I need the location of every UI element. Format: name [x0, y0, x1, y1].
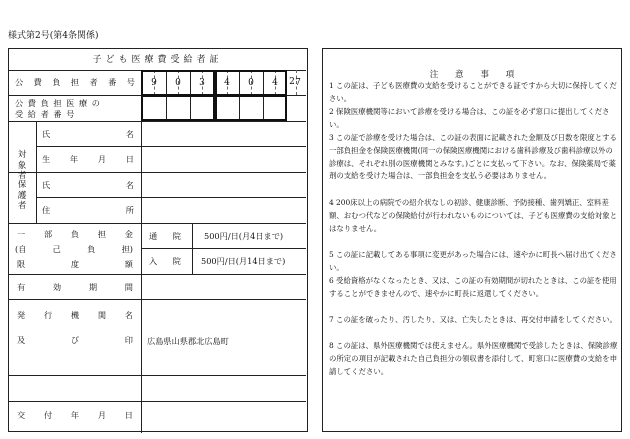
notes-title: 注 意 事 項 [429, 70, 515, 80]
inpatient-label: 入 院 [149, 256, 181, 266]
burden-digit-2: 0 [175, 78, 181, 88]
guardian-address-label: 住 所 [42, 205, 134, 215]
burden-digit-3: 3 [199, 78, 205, 88]
copay-label-line2: (自 己 負 担) [15, 244, 133, 254]
issuer-label-line2: 及 び 印 [17, 335, 133, 345]
burden-digit-7: 7 [295, 78, 301, 88]
recipient-number-box-right [215, 95, 287, 121]
subject-name-label: 氏 名 [42, 129, 134, 139]
card-title: 子ども医療費受給者証 [92, 55, 223, 65]
note-item-6: 6 受給資格がなくなったとき、又は、この証の有効期間が切れたときは、この証を使用することができませんので、速やかに町長に返還してください。 [329, 276, 617, 298]
issue-date-label: 交 付 年 月 日 [17, 410, 133, 420]
outpatient-value: 500円/日(月4日まで) [204, 231, 284, 241]
copay-label-line3: 限 度 額 [17, 259, 133, 269]
inpatient-value: 500円/日(月14日まで) [201, 256, 286, 266]
recipient-number-label-line2: 受 給 者 番 号 [15, 109, 76, 119]
issuer-value: 広島県山県郡北広島町 [147, 336, 229, 346]
note-item-2: 2 保険医療機関等において診療を受ける場合は、この証を必ず窓口に提出してください。 [329, 107, 610, 129]
note-item-1: 1 この証は、子ども医療費の支給を受けることができる証ですから大切に保持してください。 [329, 81, 617, 103]
burden-digit-6: 4 [272, 78, 278, 88]
form-number-label: 様式第2号(第4条関係) [8, 31, 99, 41]
subject-birth-label: 生 年 月 日 [42, 154, 134, 164]
note-item-8: 8 この証は、県外医療機関では使えません。県外医療機関で受診したときは、保険診療の所定の項目が記載された自己負担分の領収書を添付して、町窓口に医療費の支給を申請してください。 [329, 341, 618, 376]
burden-digit-last: 2 [289, 77, 295, 87]
burden-digit-5: 0 [248, 78, 254, 88]
burden-digit-1: 9 [151, 78, 157, 88]
subject-label: 対 象 者 [17, 150, 27, 181]
validity-label: 有 効 期 間 [17, 282, 133, 292]
guardian-label: 保 護 者 [17, 180, 27, 211]
guardian-name-label: 氏 名 [42, 180, 134, 190]
recipient-number-box-left [141, 95, 215, 121]
burden-number-label: 公 費 負 担 者 番 号 [15, 77, 135, 87]
burden-digit-4: 4 [224, 78, 230, 88]
note-item-7: 7 この証を破ったり、汚したり、又は、亡失したときは、再交付申請をしてください。 [329, 315, 617, 324]
note-item-4: 4 200床以上の病院での紹介状なしの初診、健康診断、予防接種、歯列矯正、室料差額、おむつ代などの保険給付が行われないものについては、子ども医療費の支給対象とはなりません。 [329, 198, 618, 233]
copay-label-line1: 一 部 負 担 金 [17, 229, 133, 239]
note-item-5: 5 この証に記載してある事項に変更があった場合には、速やかに町長へ届け出てください。 [329, 250, 617, 272]
notes-panel [322, 48, 622, 432]
issuer-label-line1: 発 行 機 関 名 [17, 310, 133, 320]
recipient-number-label-line1: 公 費 負 担 医 療 の [15, 98, 101, 108]
medical-recipient-card [8, 48, 308, 432]
outpatient-label: 通 院 [149, 231, 181, 241]
note-item-3: 3 この証で診療を受けた場合は、この証の表面に記載された金額及び日数を限度とする一部負担金を保険医療機関(同一の保険医療機関における歯科診療及び歯科診療以外の診療は、それぞれ別の医療機関とみなす。)ごとに支払って下さい。なお、保険薬局で薬剤の支給を受けた場合は、一部負担金を支払う必要はありません。 [329, 133, 617, 181]
